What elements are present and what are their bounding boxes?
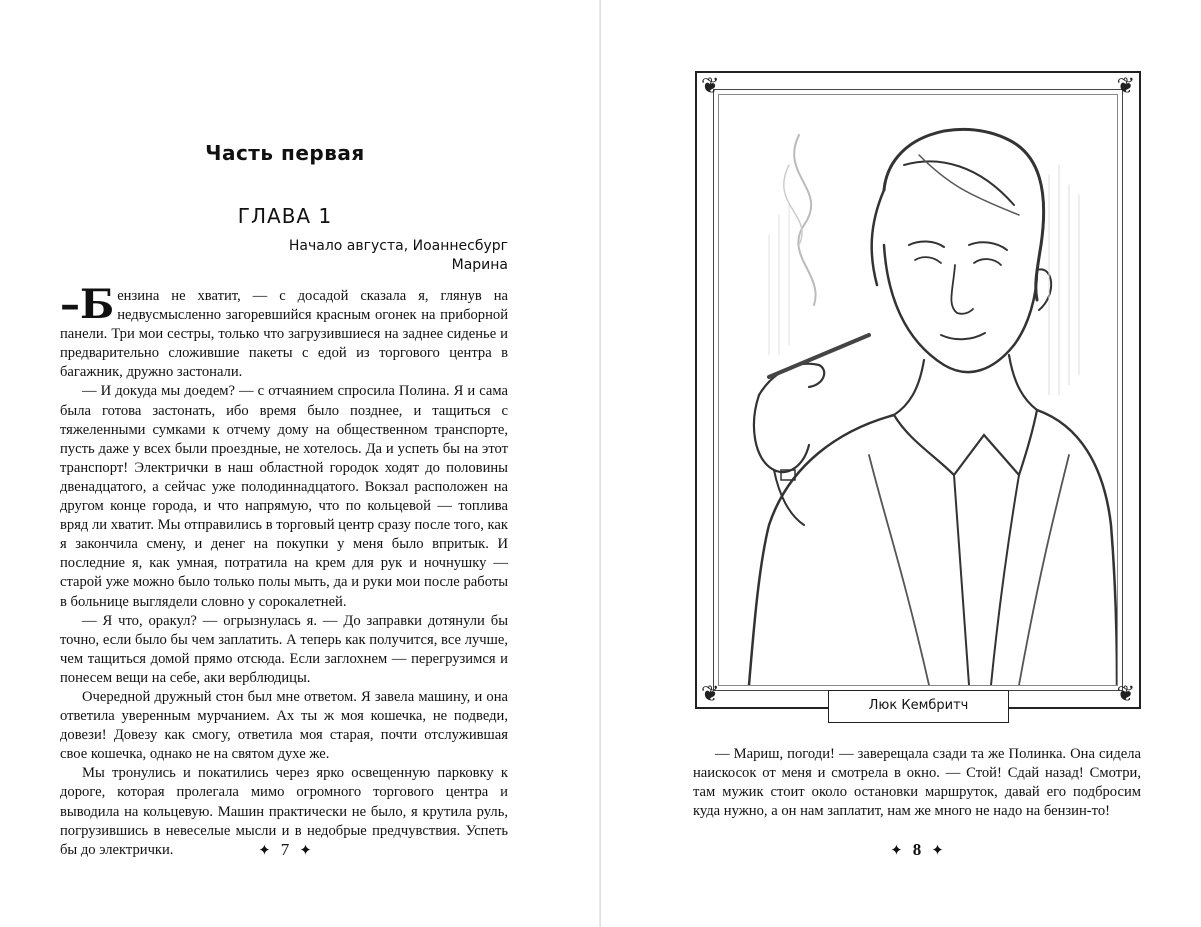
left-page bbox=[0, 0, 600, 927]
corner-ornament-icon: ❦ bbox=[701, 73, 720, 98]
corner-ornament-icon: ❦ bbox=[1116, 73, 1135, 98]
paragraph: Мы тронулись и покатились через ярко освещенную парковку к дороге, которая пролегала мимо огромного торгового центра и выводила на кольцевую. Машин практически не было, я крутила руль, погрузившись в невеселые мысли и в недобрые предчувствия. Успеть бы до электрички. bbox=[60, 765, 508, 858]
corner-ornament-icon: ❦ bbox=[1116, 681, 1135, 706]
right-page-text bbox=[693, 745, 1141, 821]
paragraph: — Я что, оракул? — огрызнулась я. — До заправки дотянули бы точно, если было бы чем заплатить. А теперь как получится, все лучше, чем тащиться домой прямо отсюда. Если заглохнем — перегрузимся и понесем вещи на себе, аки верблюдицы. bbox=[60, 612, 508, 686]
ornament-right-icon: ✦ bbox=[931, 843, 944, 859]
paragraph: Очередной дружный стон был мне ответом. Я завела машину, и она ответила уверенным мурчанием. Ах ты ж моя кошечка, не подведи, довези! Довезу как смогу, ответила моя старая, почти отслужившая свое кошечка, однако не на святом духе же. bbox=[60, 688, 508, 763]
chapter-place: Начало августа, Иоаннесбург bbox=[288, 238, 508, 254]
illustration-caption: Люк Кембритч bbox=[828, 690, 1009, 723]
right-page bbox=[601, 0, 1201, 927]
illustration-frame bbox=[695, 71, 1141, 709]
page-number-right bbox=[617, 840, 1201, 860]
ornament-left-icon: ✦ bbox=[890, 843, 903, 859]
left-page-text bbox=[60, 281, 508, 860]
chapter-narrator: Марина bbox=[451, 257, 508, 273]
paragraph bbox=[60, 281, 508, 382]
portrait-illustration bbox=[719, 95, 1117, 685]
page-number-left bbox=[0, 840, 585, 860]
page-number: 8 bbox=[912, 840, 922, 859]
part-title: Часть первая bbox=[205, 141, 365, 165]
paragraph-text: ензина не хватит, — с досадой сказала я, глянув на недвусмысленно загоревшийся красным огонек на приборной панели. Три мои сестры, только что загрузившиеся на заднее сиденье и предварительно сложившие пакеты с едой из торгового центра в багажник, дружно застонали. bbox=[60, 288, 508, 381]
paragraph: — Мариш, погоди! — заверещала сзади та же Полинка. Она сидела наискосок от меня и смотрела в окно. — Стой! Сдай назад! Смотри, там мужик стоит около остановки маршруток, давай его подбросим куда нужно, а он нам заплатит, нам же много не надо на бензин-то! bbox=[693, 746, 1141, 820]
chapter-title: ГЛАВА 1 bbox=[237, 204, 333, 228]
ornament-right-icon: ✦ bbox=[299, 843, 312, 859]
corner-ornament-icon: ❦ bbox=[701, 681, 720, 706]
page-number: 7 bbox=[280, 840, 290, 859]
chapter-subtitle bbox=[289, 237, 508, 275]
ornament-left-icon: ✦ bbox=[258, 843, 271, 859]
paragraph: — И докуда мы доедем? — с отчаянием спросила Полина. Я и сама была готова застонать, ибо время было позднее, и тащиться с тяжеленными сумками к отчему дому на общественном транспорте, пусть даже у всех были проездные, не хотелось. Да и успеть бы на этот транспорт! Электрички в наш областной городок ходят до половины двенадцатого, а сейчас уже полодиннадцатого. Вокзал расположен на другом конце города, и что напрямую, что по кольцевой — топлива вряд ли хватит. Мы отправились в торговый центр сразу после того, как я закончила смену, и денег на покупки у меня было впритык. И последние я, как умная, потратила на крем для рук и ночнушку — старой уже можно было только полы мыть, да и руки мои после работы в больнице выглядели словно у сорокалетней. bbox=[60, 383, 508, 610]
drop-cap: –Б bbox=[60, 281, 115, 328]
